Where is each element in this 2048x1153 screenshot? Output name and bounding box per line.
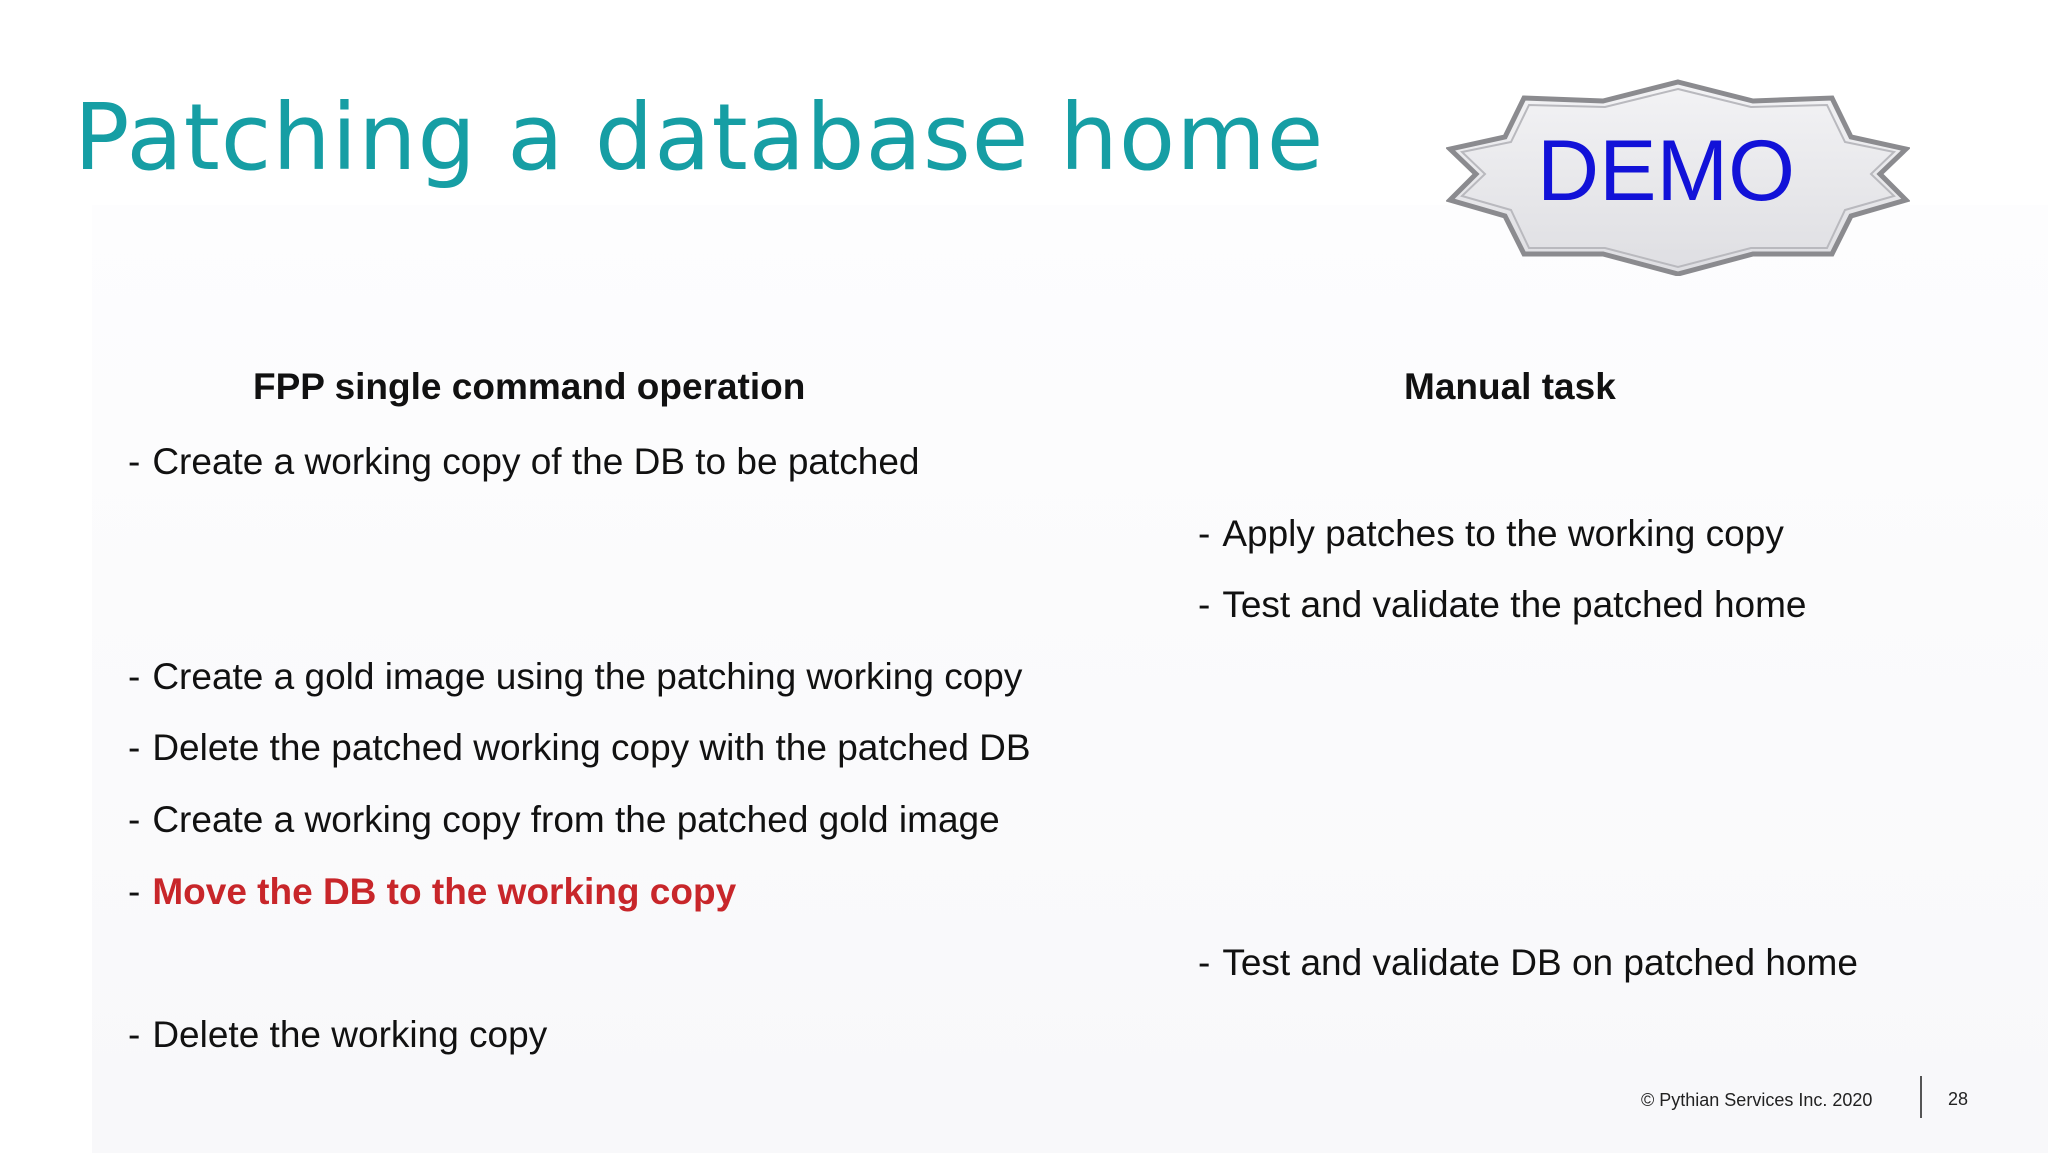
bullet-dash: - — [128, 441, 141, 482]
bullet-dash: - — [128, 727, 141, 768]
step-text: Test and validate DB on patched home — [1222, 942, 1858, 983]
bullet-dash: - — [128, 871, 141, 912]
highlighted-step-text: Move the DB to the working copy — [152, 871, 737, 912]
fpp-step — [128, 801, 1000, 838]
manual-step — [1198, 515, 1784, 552]
step-text: Create a working copy of the DB to be patched — [152, 441, 920, 482]
footer-divider — [1920, 1076, 1922, 1118]
manual-step — [1198, 944, 1858, 981]
demo-badge — [1446, 76, 1910, 276]
step-text: Test and validate the patched home — [1222, 584, 1807, 625]
fpp-step — [128, 443, 920, 480]
fpp-step — [128, 729, 1031, 766]
fpp-step — [128, 658, 1022, 695]
slide-title: Patching a database home — [74, 84, 1325, 191]
footer-copyright: © Pythian Services Inc. 2020 — [1641, 1090, 1873, 1110]
page-number: 28 — [1948, 1089, 1969, 1109]
manual-column-header: Manual task — [1404, 366, 1616, 407]
fpp-column-header: FPP single command operation — [253, 366, 806, 407]
bullet-dash: - — [1198, 942, 1211, 983]
step-text: Apply patches to the working copy — [1222, 513, 1784, 554]
bullet-dash: - — [1198, 584, 1211, 625]
fpp-step — [128, 873, 736, 910]
bullet-dash: - — [1198, 513, 1211, 554]
fpp-step — [128, 1016, 547, 1053]
bullet-dash: - — [128, 656, 141, 697]
bullet-dash: - — [128, 799, 141, 840]
step-text: Delete the working copy — [152, 1014, 548, 1055]
step-text: Create a gold image using the patching working copy — [152, 656, 1023, 697]
bullet-dash: - — [128, 1014, 141, 1055]
demo-label: DEMO — [1537, 123, 1795, 219]
manual-step — [1198, 586, 1807, 623]
step-text: Create a working copy from the patched gold image — [152, 799, 1000, 840]
step-text: Delete the patched working copy with the patched DB — [152, 727, 1031, 768]
